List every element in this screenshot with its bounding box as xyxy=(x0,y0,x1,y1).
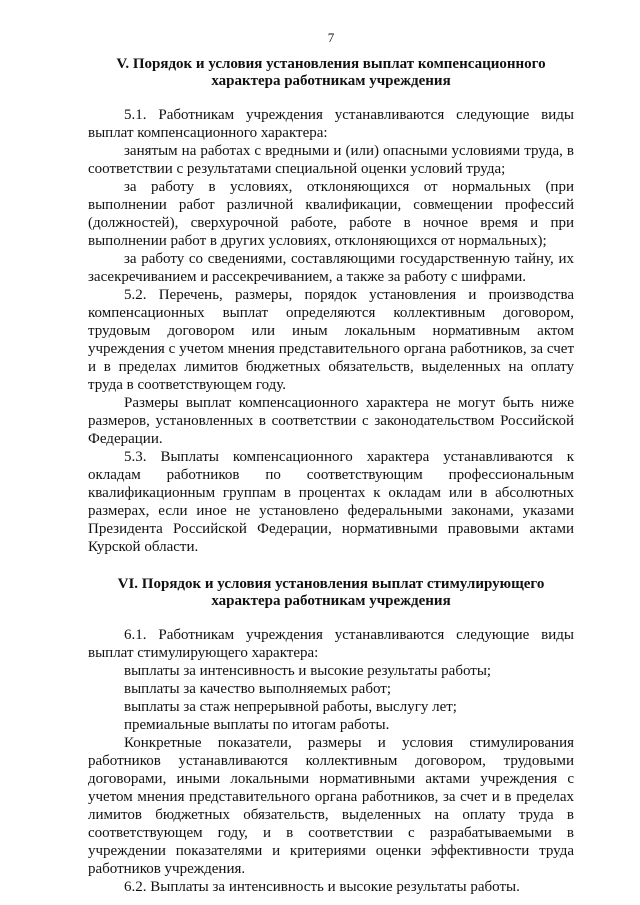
paragraph-6-2: 6.2. Выплаты за интенсивность и высокие результаты работы. xyxy=(124,879,520,895)
list-item-quality: выплаты за качество выполняемых работ; xyxy=(124,681,391,697)
section-6-heading xyxy=(88,576,574,610)
section-5-body xyxy=(88,106,574,556)
paragraph-5-2-sizes: Размеры выплат компенсационного характера не могут быть ниже размеров, установленных в соответствии с законодательством Российской Федерации. xyxy=(88,395,574,447)
list-item-bonus: премиальные выплаты по итогам работы. xyxy=(124,717,390,733)
list-item-state-secret: за работу со сведениями, составляющими государственную тайну, их засекречиванием и рассекречиванием, а также за работу с шифрами. xyxy=(88,251,574,285)
section-5-heading-line-2: характера работникам учреждения xyxy=(211,73,451,89)
list-item-seniority: выплаты за стаж непрерывной работы, выслугу лет; xyxy=(124,699,457,715)
list-item-abnormal-conditions: за работу в условиях, отклоняющихся от нормальных (при выполнении работ различной квалификации, совмещении профессий (должностей), сверхурочной работе, работе в ночное время и при выполнении работ в других условиях, отклоняющихся от нормальных); xyxy=(88,179,574,249)
page-number: 7 xyxy=(327,30,335,45)
paragraph-5-3: 5.3. Выплаты компенсационного характера устанавливаются к окладам работников по соответствующим профессиональным квалификационным группам в процентах к окладам или в абсолютных размерах, если иное не установлено федеральными законами, указами Президента Российской Федерации, нормативными правовыми актами Курской области. xyxy=(88,449,574,555)
section-5-heading xyxy=(88,56,574,90)
section-6-heading-line-1: VI. Порядок и условия установления выплат стимулирующего xyxy=(117,576,545,592)
list-item-harmful-conditions: занятым на работах с вредными и (или) опасными условиями труда, в соответствии с результатами специальной оценки условий труда; xyxy=(88,143,574,177)
section-6-body xyxy=(88,626,574,896)
paragraph-5-2: 5.2. Перечень, размеры, порядок установления и производства компенсационных выплат определяются коллективным договором, трудовым договором или иным локальным нормативным актом учреждения с учетом мнения представительного органа работников, за счет и в пределах лимитов бюджетных обязательств, выделенных на оплату труда в соответствующем году. xyxy=(88,287,574,393)
paragraph-6-1-indicators: Конкретные показатели, размеры и условия стимулирования работников устанавливаются коллективным договором, трудовыми договорами, иными локальными нормативными актами учреждения с учетом мнения представительного органа работников, за счет и в пределах лимитов бюджетных обязательств, выделенных на оплату труда в соответствующем году, и в соответствии с разрабатываемыми в учреждении показателями и критериями оценки эффективности труда работников учреждения. xyxy=(88,735,574,877)
section-5-heading-line-1: V. Порядок и условия установления выплат компенсационного xyxy=(116,56,546,72)
list-item-intensity: выплаты за интенсивность и высокие результаты работы; xyxy=(124,663,492,679)
section-6-heading-line-2: характера работникам учреждения xyxy=(211,593,451,609)
paragraph-6-1: 6.1. Работникам учреждения устанавливаются следующие виды выплат стимулирующего характера: xyxy=(88,627,574,661)
paragraph-5-1: 5.1. Работникам учреждения устанавливаются следующие виды выплат компенсационного характера: xyxy=(88,107,574,141)
